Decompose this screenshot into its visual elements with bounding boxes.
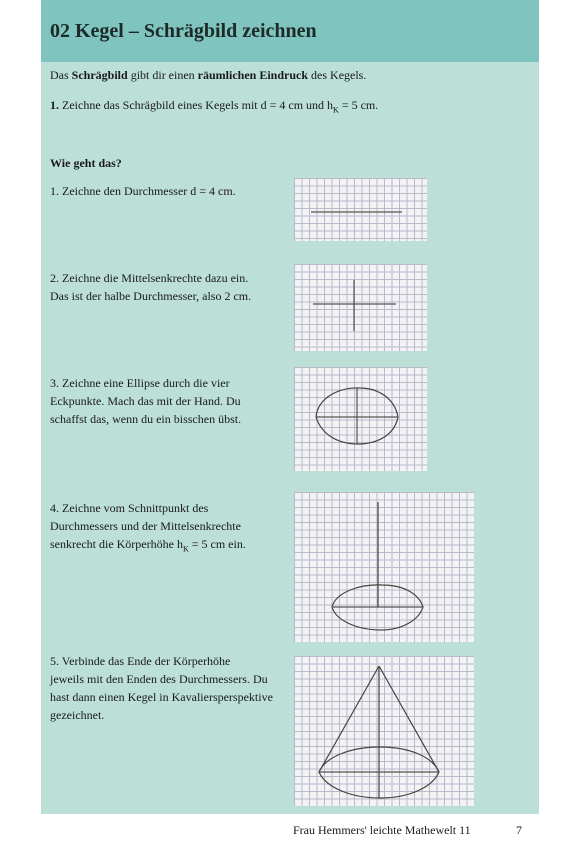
step-5-line-1: 5. Verbinde das Ende der Körperhöhe	[50, 654, 231, 668]
step-1-line-1: 1. Zeichne den Durchmesser d = 4 cm.	[50, 184, 236, 198]
step-2-line-1: 2. Zeichne die Mittelsenkrechte dazu ein.	[50, 271, 249, 285]
intro-bold-eindruck: räumlichen Eindruck	[197, 68, 309, 82]
step-4-line-3-text: senkrecht die Körperhöhe h	[50, 537, 183, 551]
content-panel	[41, 0, 539, 814]
step-3-line-3: schaffst das, wenn du ein bisschen übst.	[50, 412, 242, 426]
intro-part3: des Kegels.	[308, 68, 367, 82]
step-5-line-2: jeweils mit den Enden des Durchmessers. Du	[50, 672, 268, 686]
figure-cone	[294, 656, 474, 806]
step-3-text	[50, 374, 241, 428]
intro-part1: Das	[50, 68, 72, 82]
task-text-part2: = 5 cm.	[338, 98, 379, 112]
step-2-text	[50, 269, 251, 305]
step-4-subscript: K	[182, 544, 189, 554]
figure-cone-drawing	[294, 656, 474, 806]
step-5-line-3: hast dann einen Kegel in Kavaliersperspektive	[50, 690, 273, 704]
step-3-line-1: 3. Zeichne eine Ellipse durch die vier	[50, 376, 230, 390]
step-2-line-2: Das ist der halbe Durchmesser, also 2 cm.	[50, 289, 252, 303]
step-3-line-2: Eckpunkte. Mach das mit der Hand. Du	[50, 394, 241, 408]
step-4-line-3-end: = 5 cm ein.	[188, 537, 246, 551]
task-text-part1: Zeichne das Schrägbild eines Kegels mit d = 4 cm und h	[59, 98, 334, 112]
step-4-line-3	[50, 535, 246, 558]
step-1-text	[50, 182, 236, 200]
figure-diameter-drawing	[294, 178, 427, 241]
figure-ellipse-drawing	[294, 367, 427, 471]
figure-height	[294, 492, 474, 642]
figure-height-drawing	[294, 492, 474, 642]
figure-ellipse	[294, 367, 427, 471]
header-bar	[41, 0, 539, 62]
step-5-line-4: gezeichnet.	[50, 708, 105, 722]
figure-diameter	[294, 178, 427, 241]
task-number: 1.	[50, 98, 59, 112]
figure-bisector	[294, 264, 427, 351]
intro-bold-schraegbild: Schrägbild	[71, 68, 128, 82]
footer-book-title: Frau Hemmers' leichte Mathewelt 11	[293, 823, 471, 837]
intro-part2: gibt dir einen	[127, 68, 198, 82]
cone-side-right	[379, 666, 439, 772]
page-title: 02 Kegel – Schrägbild zeichnen	[50, 20, 317, 42]
figure-bisector-drawing	[294, 264, 427, 351]
footer-page-number: 7	[516, 823, 522, 837]
step-4-line-2: Durchmessers und der Mittelsenkrechte	[50, 519, 241, 533]
step-5-text	[50, 652, 273, 724]
cone-side-left	[319, 666, 379, 772]
step-4-line-1: 4. Zeichne vom Schnittpunkt des	[50, 501, 209, 515]
intro-text	[50, 66, 366, 84]
task-text	[50, 96, 378, 119]
step-4-text	[50, 499, 246, 558]
task-subscript: K	[333, 105, 339, 115]
how-heading: Wie geht das?	[50, 156, 122, 170]
